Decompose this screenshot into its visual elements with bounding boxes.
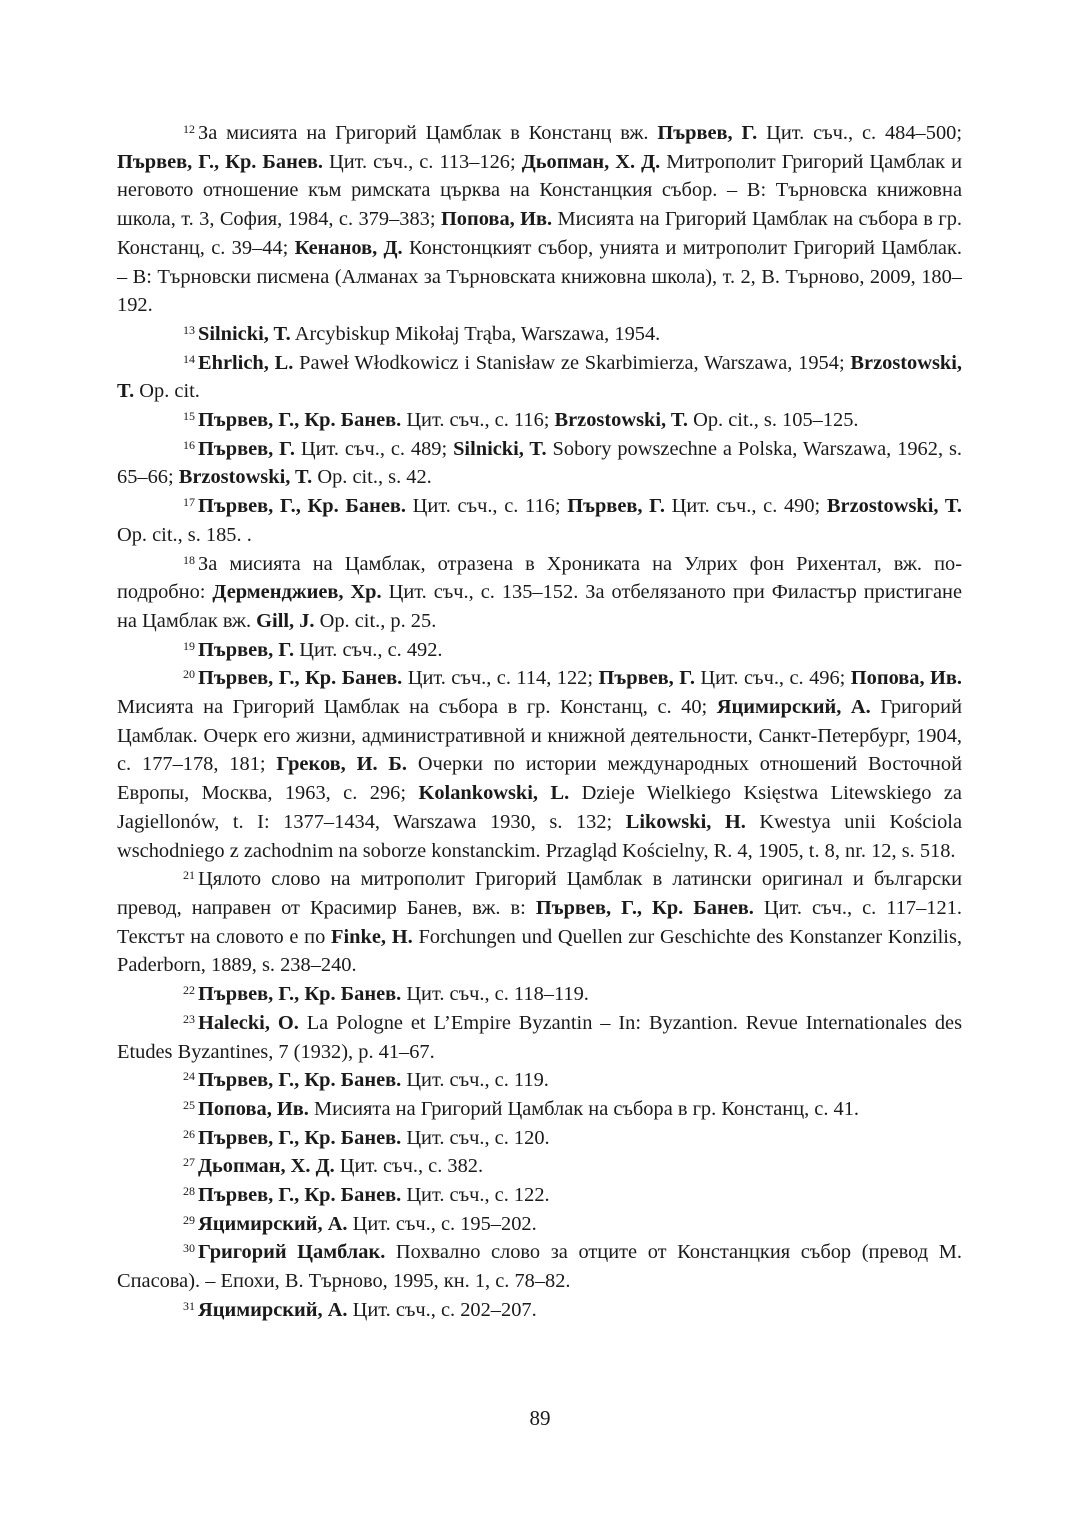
citation-text: Констонцкият събор, унията и митрополит Григорий Цамблак. – В: Търновски писмена (Алманах за Търновската книжовна школа), т. 2, В. Търново, 2009, 180–192.: [117, 236, 962, 317]
footnote: [117, 1066, 962, 1095]
footnote: [117, 1009, 962, 1066]
citation-author: Първев, Г., Кр. Банев.: [535, 896, 754, 919]
footnote-number: 31: [183, 1298, 195, 1313]
citation-author: Кенанов, Д.: [294, 236, 403, 259]
footnote: [117, 1296, 962, 1325]
footnote: [117, 1181, 962, 1210]
footnote-number: 17: [183, 495, 195, 510]
citation-text: Paweł Włodkowicz i Stanisław ze Skarbimierza, Warszawa, 1954;: [293, 351, 851, 374]
citation-text: Цит. съч., с. 382.: [334, 1155, 484, 1178]
citation-author: Първев, Г.: [567, 495, 665, 518]
citation-text: Цит. съч., с. 116;: [401, 409, 555, 432]
citation-text: Цялото слово на митрополит Григорий Цамблак в латински оригинал и български превод, направен от Красимир Банев, вж. в:: [117, 868, 962, 919]
citation-author: Silnicki, T.: [453, 437, 547, 460]
citation-author: Първев, Г.: [657, 122, 758, 144]
citation-author: Яцимирский, А.: [198, 1212, 348, 1235]
citation-author: Първев, Г., Кр. Банев.: [198, 983, 402, 1006]
citation-author: Първев, Г.: [198, 638, 295, 661]
citation-text: Цит. съч., с. 135–152. За отбелязаното при Филастър пристигане на Цамблак вж.: [117, 581, 963, 632]
footnote-number: 14: [183, 351, 195, 366]
citation-author: Brzostowski, T.: [826, 495, 963, 518]
footnote-number: 16: [183, 437, 195, 452]
citation-author: Първев, Г., Кр. Банев.: [198, 1126, 402, 1149]
footnote: [117, 550, 962, 636]
citation-author: Brzostowski, T.: [117, 351, 963, 403]
citation-text: Цит. съч., с. 117–121. Текстът на словото е по: [117, 896, 962, 948]
citation-text: Op. cit.: [134, 380, 200, 403]
citation-author: Първев, Г., Кр. Банев.: [198, 409, 402, 432]
citation-author: Първев, Г., Кр. Банев.: [198, 1184, 402, 1207]
citation-text: За мисията на Цамблак, отразена в Хрониката на Улрих фон Рихентал, вж. по-подробно:: [117, 552, 962, 604]
citation-author: Първев, Г., Кр. Банев.: [198, 1069, 402, 1092]
citation-author: Григорий Цамблак.: [198, 1241, 386, 1264]
footnote-number: 12: [183, 122, 195, 136]
citation-text: Forchungen und Quellen zur Geschichte des Konstanzer Konzilis, Paderborn, 1889, s. 238–240.: [117, 925, 963, 977]
citation-text: Цит. съч., с. 490;: [664, 495, 827, 518]
citation-author: Likowski, H.: [625, 810, 746, 833]
citation-author: Първев, Г., Кр. Банев.: [198, 495, 406, 518]
citation-author: Първев, Г.: [598, 667, 695, 690]
footnote-number: 28: [183, 1184, 195, 1199]
footnote: [117, 1238, 962, 1295]
citation-author: Дьопман, Х. Д.: [198, 1155, 335, 1178]
citation-text: Мисията на Григорий Цамблак на събора в гр. Констанц, с. 40;: [117, 696, 717, 719]
citation-text: Цит. съч., с. 122.: [401, 1184, 550, 1207]
footnote: [117, 435, 962, 492]
citation-text: Григорий Цамблак. Очерк его жизни, административной и книжной деятельности, Санкт-Петербург, 1904, с. 177–178, 181;: [117, 696, 963, 776]
footnote-number: 30: [183, 1241, 195, 1256]
citation-text: За мисията на Григорий Цамблак в Констанц вж.: [198, 122, 658, 144]
citation-author: Дерменджиев, Хр.: [212, 581, 382, 604]
footnote: [117, 1124, 962, 1153]
citation-text: Мисията на Григорий Цамблак на събора в гр. Констанц, с. 39–44;: [117, 208, 962, 259]
citation-text: Op. cit., s. 42.: [312, 466, 432, 489]
citation-text: Цит. съч., с. 202–207.: [347, 1298, 537, 1321]
citation-text: Мисията на Григорий Цамблак на събора в гр. Констанц, с. 41.: [308, 1097, 860, 1120]
citation-author: Halecki, O.: [198, 1011, 299, 1034]
citation-text: Цит. съч., с. 195–202.: [347, 1212, 537, 1235]
citation-text: Цит. съч., с. 114, 122;: [402, 667, 599, 690]
citation-text: Цит. съч., с. 492.: [294, 638, 443, 661]
citation-text: Цит. съч., с. 489;: [294, 437, 454, 460]
footnote-number: 19: [183, 638, 195, 653]
citation-text: Цит. съч., с. 484–500;: [757, 122, 962, 144]
citation-author: Греков, И. Б.: [276, 753, 407, 776]
footnote: [117, 119, 962, 320]
footnote-number: 20: [183, 667, 195, 682]
footnote: [117, 492, 962, 549]
citation-text: Arcybiskup Mikołaj Trąba, Warszawa, 1954.: [290, 322, 661, 345]
footnote: [117, 980, 962, 1009]
citation-author: Silnicki, T.: [198, 322, 291, 345]
footnote: [117, 636, 962, 665]
citation-author: Първев, Г., Кр. Банев.: [117, 150, 323, 173]
citation-text: Похвално слово за отците от Констанцкия събор (превод М. Спасова). – Епохи, В. Търново, 1995, кн. 1, с. 78–82.: [117, 1241, 962, 1293]
citation-text: Цит. съч., с. 119.: [401, 1069, 549, 1092]
footnote: [117, 349, 962, 406]
citation-text: Очерки по истории международных отношений Восточной Европы, Москва, 1963, с. 296;: [117, 753, 962, 805]
citation-author: Gill, J.: [256, 609, 315, 632]
footnote: [117, 1210, 962, 1239]
citation-author: Попова, Ив.: [850, 667, 962, 690]
footnote-number: 18: [183, 552, 195, 567]
citation-text: Op. cit., s. 105–125.: [688, 409, 859, 432]
citation-author: Дьопман, Х. Д.: [521, 150, 661, 173]
citation-author: Finke, H.: [331, 925, 413, 948]
citation-author: Brzostowski, T.: [178, 466, 313, 489]
citation-text: Цит. съч., с. 116;: [406, 495, 568, 518]
citation-author: Първев, Г., Кр. Банев.: [198, 667, 403, 690]
page-number: 89: [529, 1406, 551, 1430]
footnote: [117, 320, 962, 349]
footnote: [117, 406, 962, 435]
citation-author: Kolankowski, L.: [418, 782, 570, 805]
footnote: [117, 1152, 962, 1181]
citation-author: Първев, Г.: [198, 437, 295, 460]
footnote-number: 13: [183, 322, 195, 337]
footnote-number: 15: [183, 409, 195, 424]
footnotes-section: [117, 119, 962, 1325]
citation-text: La Pologne et L’Empire Byzantin – In: Byzantion. Revue Internationales des Etudes Byzantines, 7 (1932), p. 41–67.: [117, 1011, 963, 1063]
citation-author: Ehrlich, L.: [198, 351, 294, 374]
citation-text: Цит. съч., с. 496;: [694, 667, 851, 690]
citation-text: Op. cit., p. 25.: [314, 609, 437, 632]
citation-author: Яцимирский, А.: [198, 1298, 348, 1321]
citation-text: Цит. съч., с. 118–119.: [401, 983, 589, 1006]
citation-author: Brzostowski, T.: [554, 409, 689, 432]
footnote-number: 21: [183, 868, 195, 883]
citation-text: Sobory powszechne a Polska, Warszawa, 1962, s. 65–66;: [117, 437, 962, 489]
footnote: [117, 1095, 962, 1124]
citation-author: Попова, Ив.: [198, 1097, 309, 1120]
footnote-number: 25: [183, 1097, 195, 1112]
footnote: [117, 664, 962, 865]
citation-author: Попова, Ив.: [440, 208, 553, 231]
footnote-number: 22: [183, 983, 195, 998]
citation-text: Kwestya unii Kościola wschodniego z zachodnim na soborze konstanckim. Przagląd Kościelny, R. 4, 1905, t. 8, nr. 12, s. 518.: [117, 810, 962, 862]
citation-author: Яцимирский, А.: [716, 696, 871, 719]
citation-text: Op. cit., s. 185. .: [117, 523, 252, 546]
citation-text: Цит. съч., с. 113–126;: [323, 150, 522, 173]
citation-text: Цит. съч., с. 120.: [401, 1126, 550, 1149]
footnote-number: 24: [183, 1069, 195, 1084]
citation-text: Dzieje Wielkiego Księstwa Litewskiego za Jagiellonów, t. I: 1377–1434, Warszawa 1930, s. 132;: [117, 782, 962, 833]
citation-text: Митрополит Григорий Цамблак и неговото отношение към римската църква на Констанцкия събор. – В: Търновска книжовна школа, т. 3, София, 1984, с. 379–383;: [117, 150, 963, 231]
footnote-number: 29: [183, 1212, 195, 1227]
footnote-number: 27: [183, 1155, 195, 1170]
footnote-number: 23: [183, 1011, 195, 1026]
footnote-number: 26: [183, 1126, 195, 1141]
footnote: [117, 865, 962, 980]
